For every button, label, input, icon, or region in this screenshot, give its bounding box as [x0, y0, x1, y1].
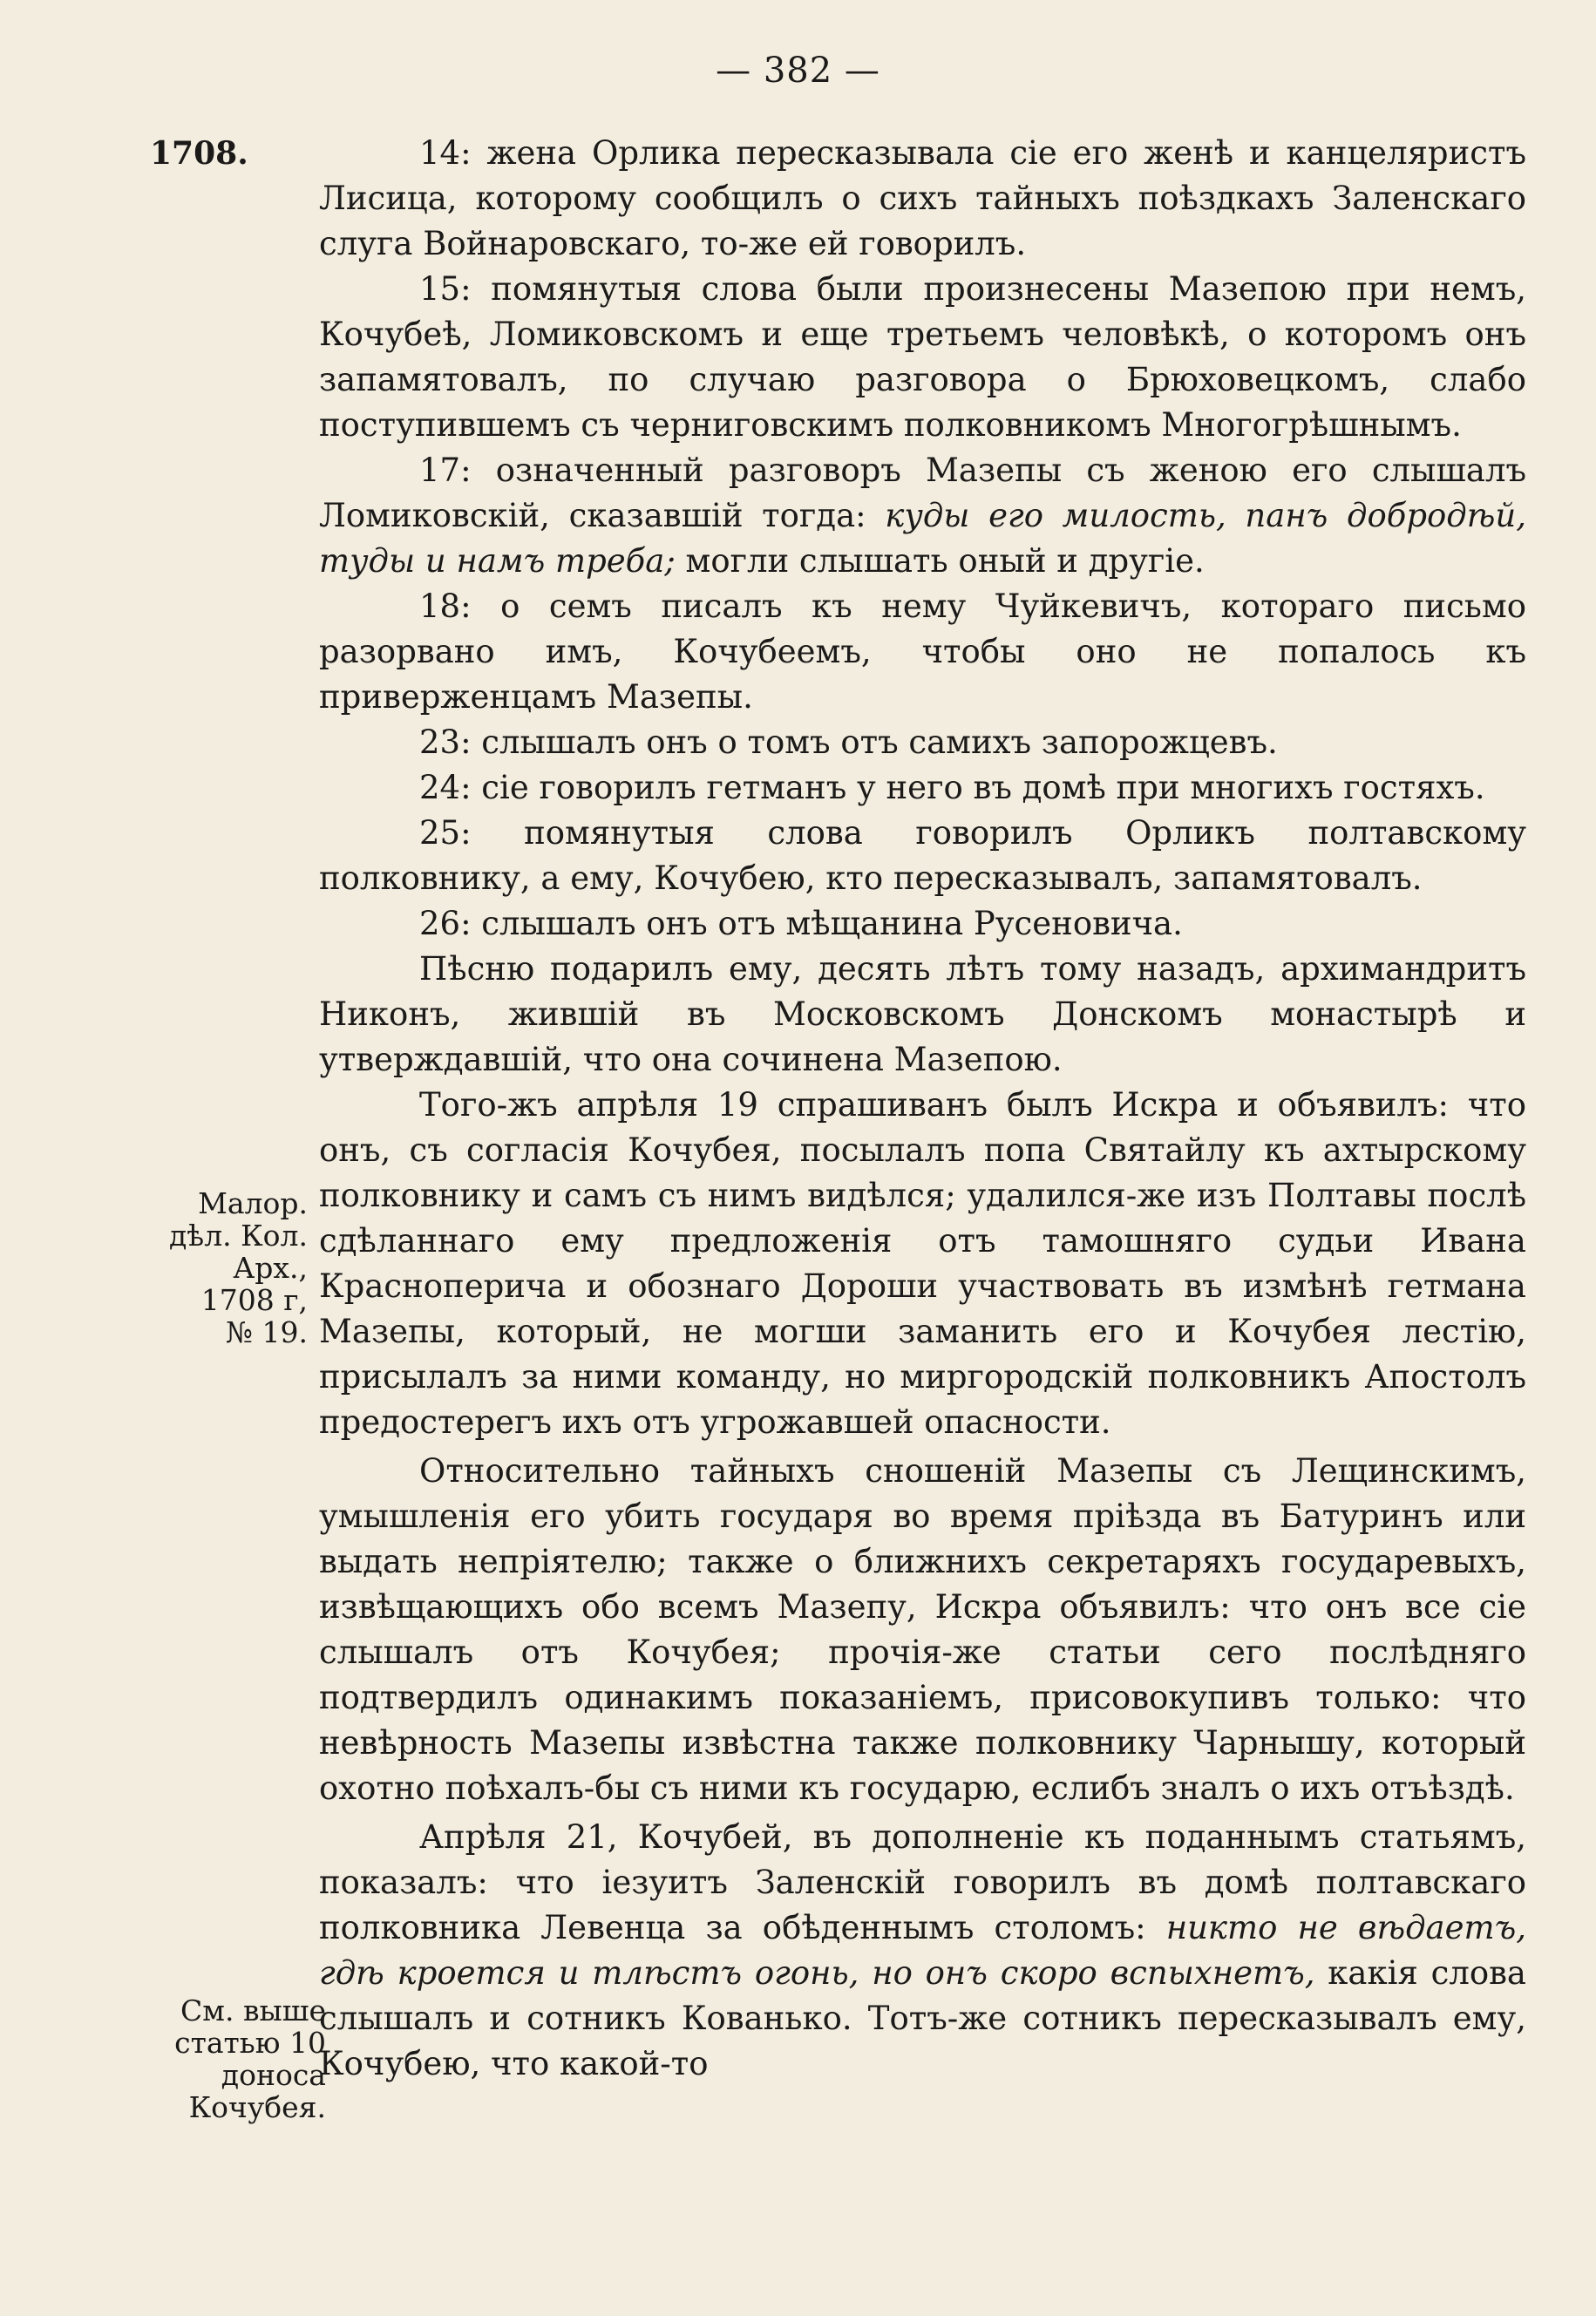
page-number: — 382 — — [716, 51, 880, 91]
margin-note-crossref — [160, 1994, 326, 2123]
margin-note-archive — [146, 1187, 308, 1348]
margin-note-line: доноса — [221, 2058, 326, 2092]
margin-note-line: См. выше — [180, 1993, 326, 2027]
paragraph-17-text: 17: означенный разговоръ Мазепы съ женою его слышалъ Ломиковскій, сказавшій тогда: — [319, 452, 1526, 534]
main-text — [319, 131, 1526, 2087]
margin-note-line: Кочубея. — [188, 2090, 326, 2124]
margin-year: 1708. — [150, 135, 248, 172]
paragraph-april-21-text: Апрѣля 21, Кочубей, въ дополненіе къ поданнымъ статьямъ, показалъ: что іезуитъ Заленскій говорилъ въ домѣ полтавскаго полковника Левенца за обѣденнымъ столомъ: — [319, 1818, 1526, 1946]
paragraph-18: 18: о семъ писалъ къ нему Чуйкевичъ, котораго письмо разорвано имъ, Кочубеемъ, чтобы оно не попалось къ приверженцамъ Мазепы. — [319, 587, 1526, 716]
margin-note-line: Арх., — [233, 1251, 308, 1285]
paragraph-17-quote: куды его милость, панъ добродѣй, туды и намъ треба; — [319, 497, 1526, 580]
margin-note-line: 1708 г, — [200, 1283, 308, 1317]
margin-note-line: дѣл. Кол. — [168, 1219, 308, 1253]
paragraph-24: 24: сіе говорилъ гетманъ у него въ домѣ при многихъ гостяхъ. — [419, 769, 1485, 806]
margin-note-line: № 19. — [225, 1315, 308, 1349]
paragraph-15: 15: помянутыя слова были произнесены Мазепою при немъ, Кочубеѣ, Ломиковскомъ и еще третьемъ человѣкѣ, о которомъ онъ запамятовалъ, по случаю разговора о Брюховецкомъ, слабо поступившемъ съ черниговскимъ полковникомъ Многогрѣшнымъ. — [319, 270, 1526, 444]
paragraph-23: 23: слышалъ онъ о томъ отъ самихъ запорожцевъ. — [419, 723, 1278, 761]
margin-note-line: статью 10 — [174, 2026, 326, 2060]
paragraph-april-21-quote: никто не вѣдаетъ, гдѣ кроется и тлѣстъ огонь, но онъ скоро вспыхнетъ, — [319, 1909, 1527, 1992]
paragraph-26: 26: слышалъ онъ отъ мѣщанина Русеновича. — [419, 905, 1183, 942]
paragraph-14: 14: жена Орлика пересказывала сіе его женѣ и канцеляристъ Лисица, которому сообщилъ о сихъ тайныхъ поѣздкахъ Заленскаго слуга Войнаровскаго, то-же ей говорилъ. — [319, 134, 1526, 262]
paragraph-april-21 — [319, 1815, 1526, 2087]
paragraph-17 — [319, 448, 1526, 584]
paragraph-april-21-text-end: какія слова слышалъ и сотникъ Кованько. Тотъ-же сотникъ пересказывалъ ему, Кочубею, что какой-то — [319, 1954, 1526, 2082]
paragraph-secret-relations: Относительно тайныхъ сношеній Мазепы съ Лещинскимъ, умышленія его убить государя во время пріѣзда въ Батуринъ или выдать непріятелю; также о ближнихъ секретаряхъ государевыхъ, извѣщающихъ обо всемъ Мазепу, Искра объявилъ: что онъ все сіе слышалъ отъ Кочубея; прочія-же статьи сего послѣдняго подтвердилъ одинакимъ показаніемъ, присовокупивъ только: что невѣрность Мазепы извѣстна также полковнику Чарнышу, который охотно поѣхалъ-бы съ ними къ государю, еслибъ зналъ о ихъ отъѣздѣ. — [319, 1452, 1526, 1807]
margin-note-line: Малор. — [198, 1186, 308, 1220]
paragraph-25: 25: помянутыя слова говорилъ Орликъ полтавскому полковнику, а ему, Кочубею, кто пересказывалъ, запамятовалъ. — [319, 814, 1526, 897]
paragraph-17-text-end: могли слышать оный и другіе. — [675, 542, 1205, 580]
paragraph-april-19: Того-жъ апрѣля 19 спрашиванъ былъ Искра и объявилъ: что онъ, съ согласія Кочубея, посылалъ попа Святайлу къ ахтырскому полковнику и самъ съ нимъ видѣлся; удалился-же изъ Полтавы послѣ сдѣланнаго ему предложенія отъ тамошняго судьи Ивана Красноперича и обознаго Дороши участвовать въ измѣнѣ гетмана Мазепы, который, не могши заманить его и Кочубея лестію, присылалъ за ними команду, но миргородскій полковникъ Апостолъ предостерегъ ихъ отъ угрожавшей опасности. — [319, 1086, 1526, 1441]
paragraph-song: Пѣсню подарилъ ему, десять лѣтъ тому назадъ, архимандритъ Никонъ, жившій въ Московскомъ Донскомъ монастырѣ и утверждавшій, что она сочинена Мазепою. — [319, 950, 1526, 1078]
